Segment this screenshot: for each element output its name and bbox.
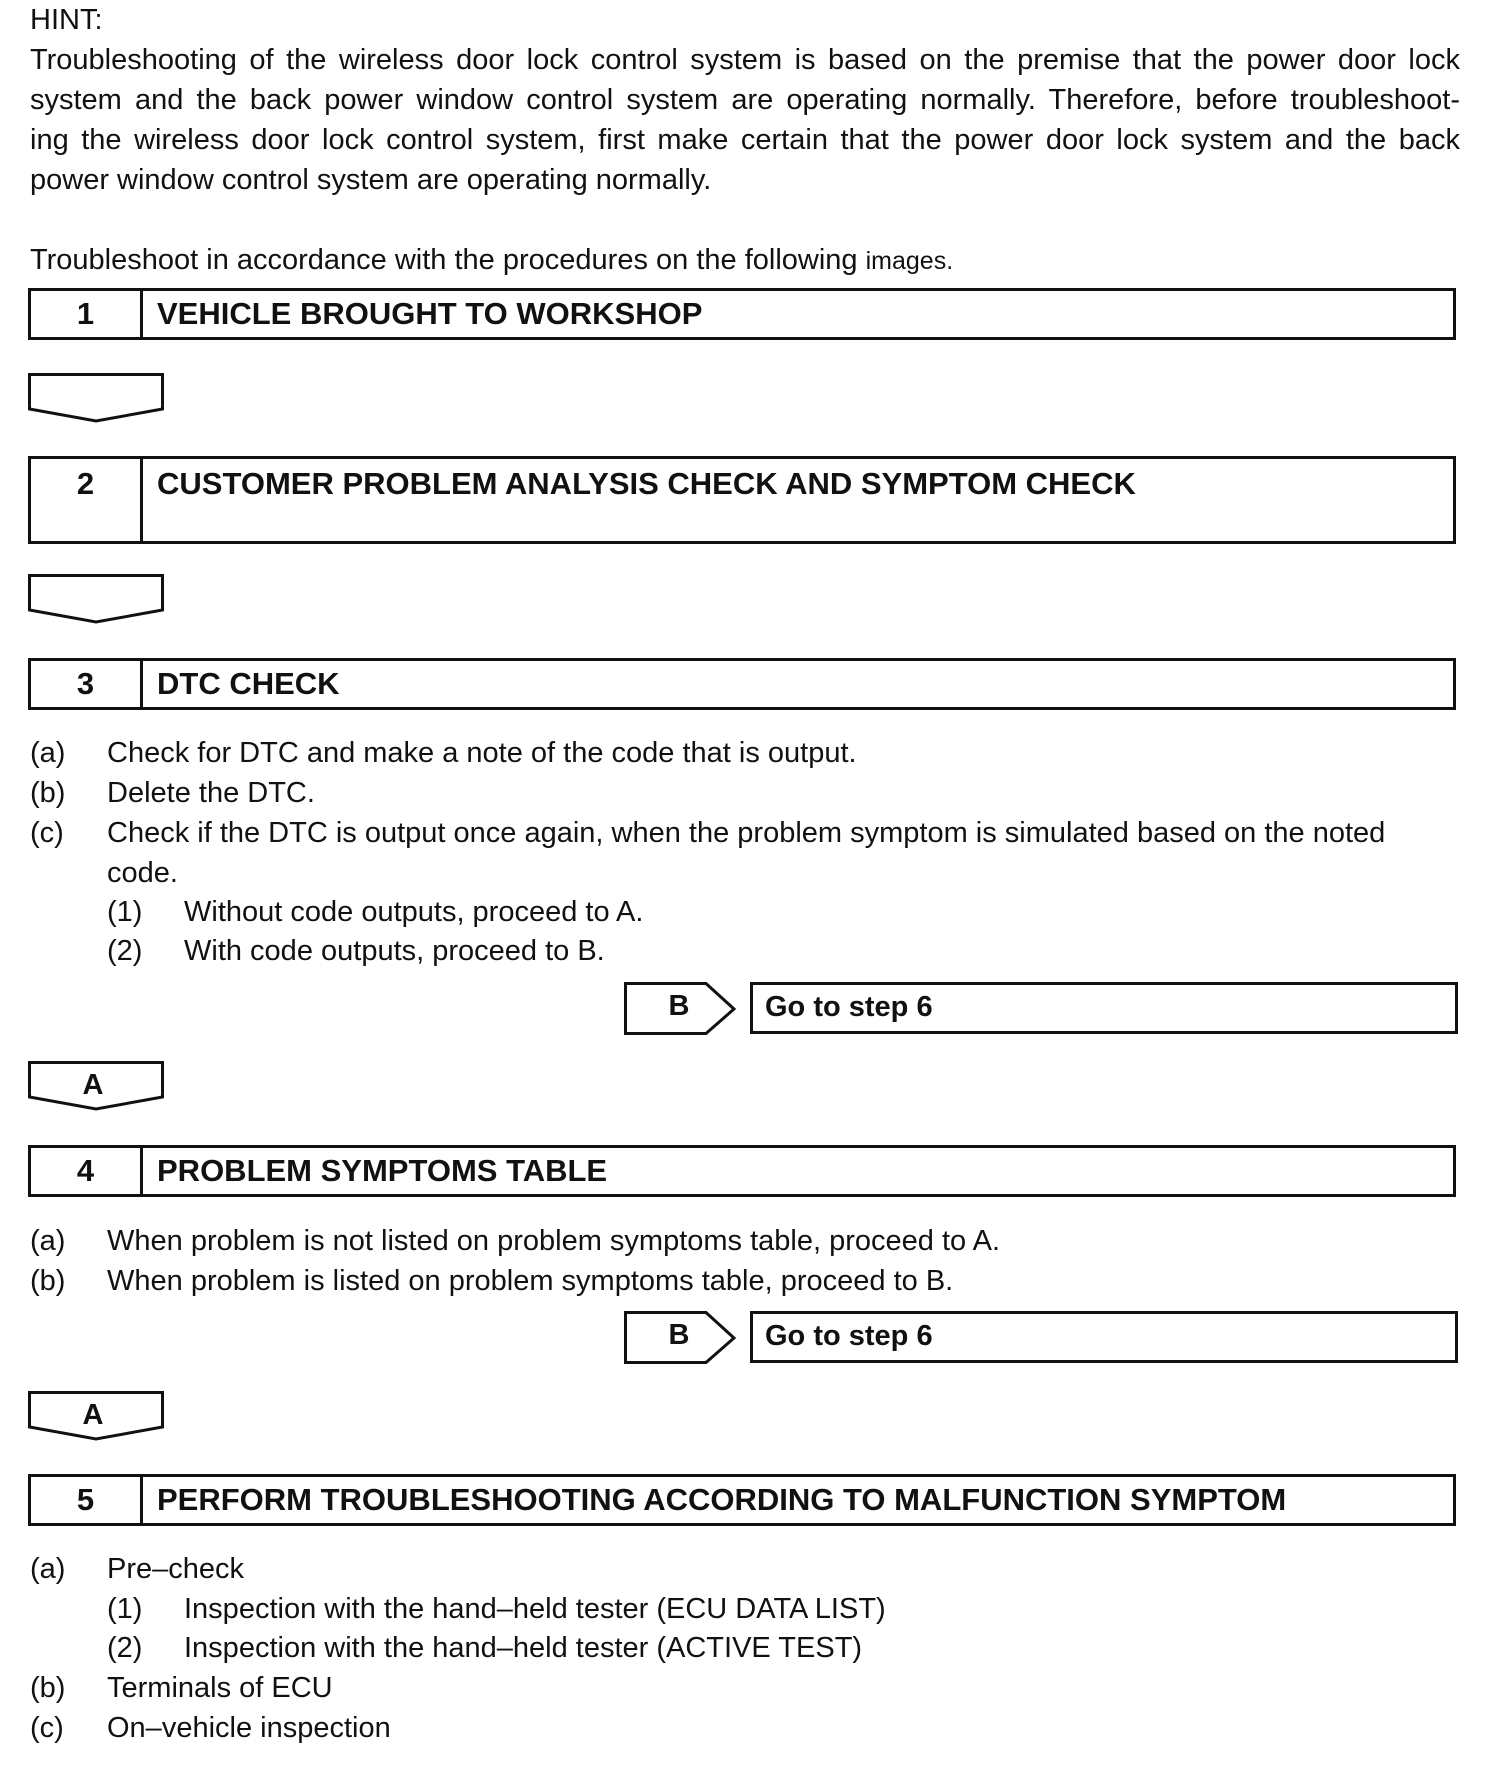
hint-line: Troubleshooting of the wireless door lock control system is based on the premise that the power door lock bbox=[30, 44, 1460, 76]
sub-item-text: Inspection with the hand–held tester (ECU DATA LIST) bbox=[184, 1593, 886, 1625]
go-to-step-box: Go to step 6 bbox=[750, 982, 1458, 1034]
arrow-label: A bbox=[82, 1069, 104, 1101]
item-text: On–vehicle inspection bbox=[107, 1712, 391, 1744]
go-to-step-box: Go to step 6 bbox=[750, 1311, 1458, 1363]
item-mark: (a) bbox=[30, 1225, 66, 1257]
step-2-box bbox=[28, 456, 1456, 544]
flow-arrow-a bbox=[28, 1061, 166, 1113]
step-3-box bbox=[28, 658, 1456, 710]
step-number: 3 bbox=[31, 661, 143, 707]
step-1-box bbox=[28, 288, 1456, 340]
item-text: When problem is listed on problem symptoms table, proceed to B. bbox=[107, 1265, 954, 1297]
sub-item-mark: (2) bbox=[107, 1632, 143, 1664]
hint-line: system and the back power window control system are operating normally. Therefore, before troubleshoot- bbox=[30, 84, 1460, 116]
step-number: 1 bbox=[31, 291, 143, 337]
step-title: PROBLEM SYMPTOMS TABLE bbox=[157, 1153, 608, 1188]
item-text: Check for DTC and make a note of the code that is output. bbox=[107, 737, 857, 769]
branch-label: B bbox=[668, 990, 690, 1022]
sub-item-mark: (2) bbox=[107, 935, 143, 967]
flow-arrow bbox=[28, 574, 166, 626]
sub-item-mark: (1) bbox=[107, 896, 143, 928]
hint-label: HINT: bbox=[30, 4, 103, 36]
step-title: CUSTOMER PROBLEM ANALYSIS CHECK AND SYMPTOM CHECK bbox=[157, 466, 1136, 501]
item-text: Terminals of ECU bbox=[107, 1672, 333, 1704]
step-number: 4 bbox=[31, 1148, 143, 1194]
step-4-box bbox=[28, 1145, 1456, 1197]
intro-suffix: images. bbox=[865, 247, 954, 275]
arrow-label: A bbox=[82, 1399, 104, 1431]
step-title: DTC CHECK bbox=[157, 666, 340, 701]
intro-text bbox=[30, 240, 953, 281]
sub-item-text: With code outputs, proceed to B. bbox=[184, 935, 605, 967]
branch-b-step4 bbox=[624, 1311, 1458, 1365]
item-mark: (c) bbox=[30, 1712, 64, 1744]
item-text: Pre–check bbox=[107, 1553, 245, 1585]
sub-item-text: Without code outputs, proceed to A. bbox=[184, 896, 644, 928]
sub-item-text: Inspection with the hand–held tester (ACTIVE TEST) bbox=[184, 1632, 863, 1664]
item-text: Delete the DTC. bbox=[107, 777, 315, 809]
item-mark: (b) bbox=[30, 1672, 66, 1704]
sub-item-mark: (1) bbox=[107, 1593, 143, 1625]
item-mark: (c) bbox=[30, 817, 64, 849]
item-text: Check if the DTC is output once again, when the problem symptom is simulated based on the noted bbox=[107, 817, 1386, 849]
item-mark: (b) bbox=[30, 777, 66, 809]
flow-arrow bbox=[28, 373, 166, 425]
step-number: 5 bbox=[31, 1477, 143, 1523]
step-number: 2 bbox=[31, 459, 143, 541]
item-mark: (a) bbox=[30, 737, 66, 769]
step-title: VEHICLE BROUGHT TO WORKSHOP bbox=[157, 296, 703, 331]
step-title: PERFORM TROUBLESHOOTING ACCORDING TO MALFUNCTION SYMPTOM bbox=[157, 1482, 1287, 1517]
branch-b-step3 bbox=[624, 982, 1458, 1036]
branch-label: B bbox=[668, 1319, 690, 1351]
intro-main: Troubleshoot in accordance with the procedures on the following bbox=[30, 244, 858, 276]
item-text: When problem is not listed on problem symptoms table, proceed to A. bbox=[107, 1225, 1000, 1257]
hint-line: power window control system are operating normally. bbox=[30, 164, 712, 196]
item-text-continued: code. bbox=[107, 857, 178, 889]
hint-line: ing the wireless door lock control system, first make certain that the power door lock system and the back bbox=[30, 124, 1460, 156]
item-mark: (a) bbox=[30, 1553, 66, 1585]
item-mark: (b) bbox=[30, 1265, 66, 1297]
flow-arrow-a bbox=[28, 1391, 166, 1443]
step-5-box bbox=[28, 1474, 1456, 1526]
